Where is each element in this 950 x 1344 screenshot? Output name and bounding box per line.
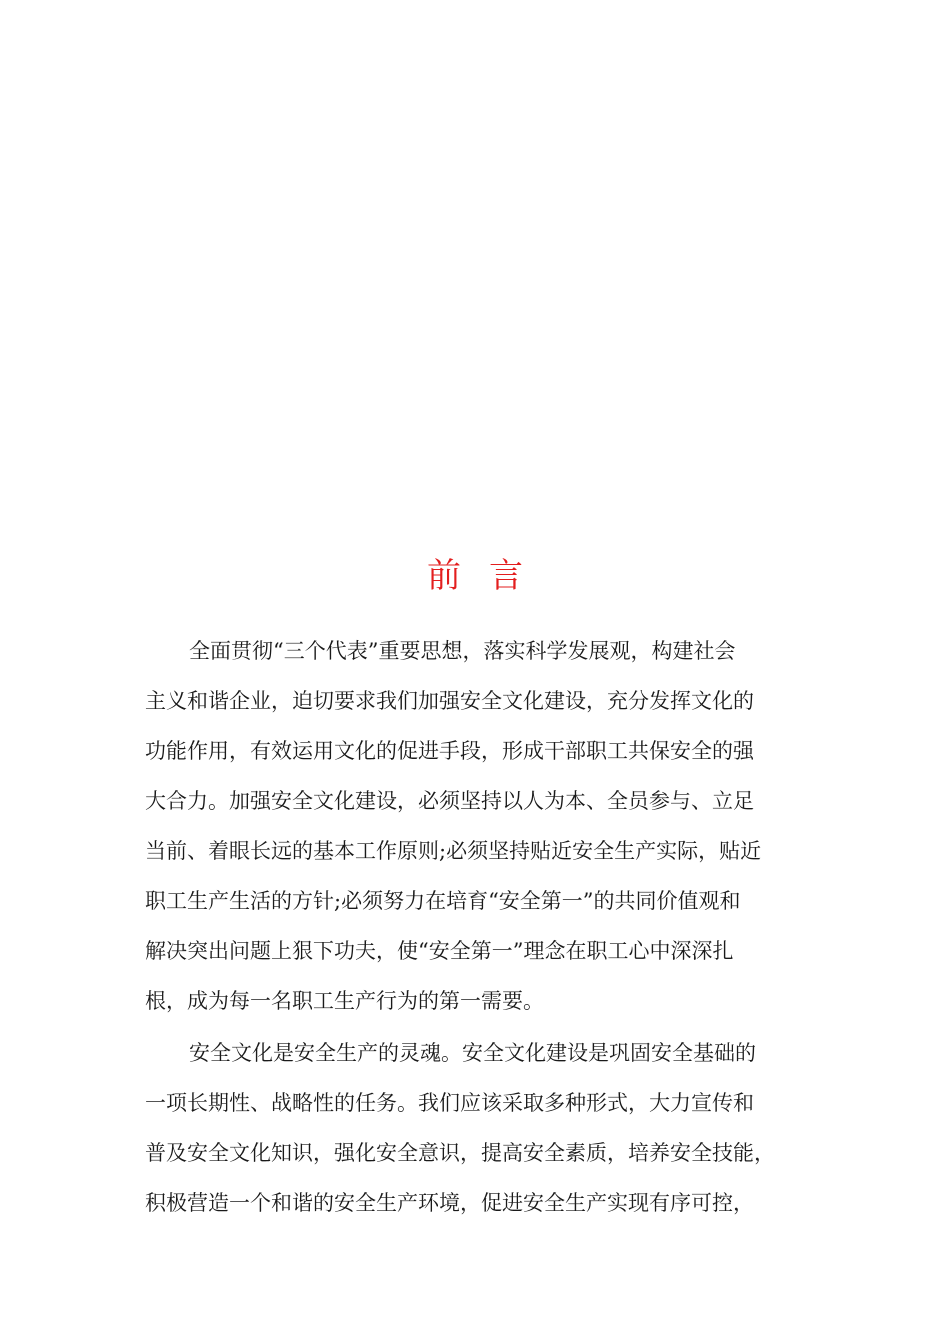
paragraph-2 — [145, 1028, 815, 1228]
paragraph-line: 当前、着眼长远的基本工作原则;必须坚持贴近安全生产实际，贴近 — [145, 839, 762, 863]
paragraph-line: 普及安全文化知识，强化安全意识，提高安全素质，培养安全技能， — [145, 1141, 775, 1165]
paragraph-line: 一项长期性、战略性的任务。我们应该采取多种形式，大力宣传和 — [145, 1091, 754, 1115]
paragraph-line: 积极营造一个和谐的安全生产环境，促进安全生产实现有序可控， — [145, 1191, 754, 1215]
paragraph-line: 安全文化是安全生产的灵魂。安全文化建设是巩固安全基础的 — [189, 1041, 756, 1065]
paragraph-line: 功能作用，有效运用文化的促进手段，形成干部职工共保安全的强 — [145, 739, 754, 763]
body-text — [145, 626, 815, 1228]
paragraph-line: 根，成为每一名职工生产行为的第一需要。 — [145, 989, 544, 1013]
paragraph-line: 解决突出问题上狠下功夫，使“安全第一”理念在职工心中深深扎 — [145, 939, 734, 963]
paragraph-line: 全面贯彻“三个代表”重要思想，落实科学发展观，构建社会 — [189, 639, 736, 663]
page-title: 前言 — [427, 556, 551, 596]
paragraph-line: 职工生产生活的方针;必须努力在培育“安全第一”的共同价值观和 — [145, 889, 741, 913]
paragraph-line: 主义和谐企业，迫切要求我们加强安全文化建设，充分发挥文化的 — [145, 689, 754, 713]
paragraph-1 — [145, 626, 815, 1026]
paragraph-line: 大合力。加强安全文化建设，必须坚持以人为本、全员参与、立足 — [145, 789, 754, 813]
